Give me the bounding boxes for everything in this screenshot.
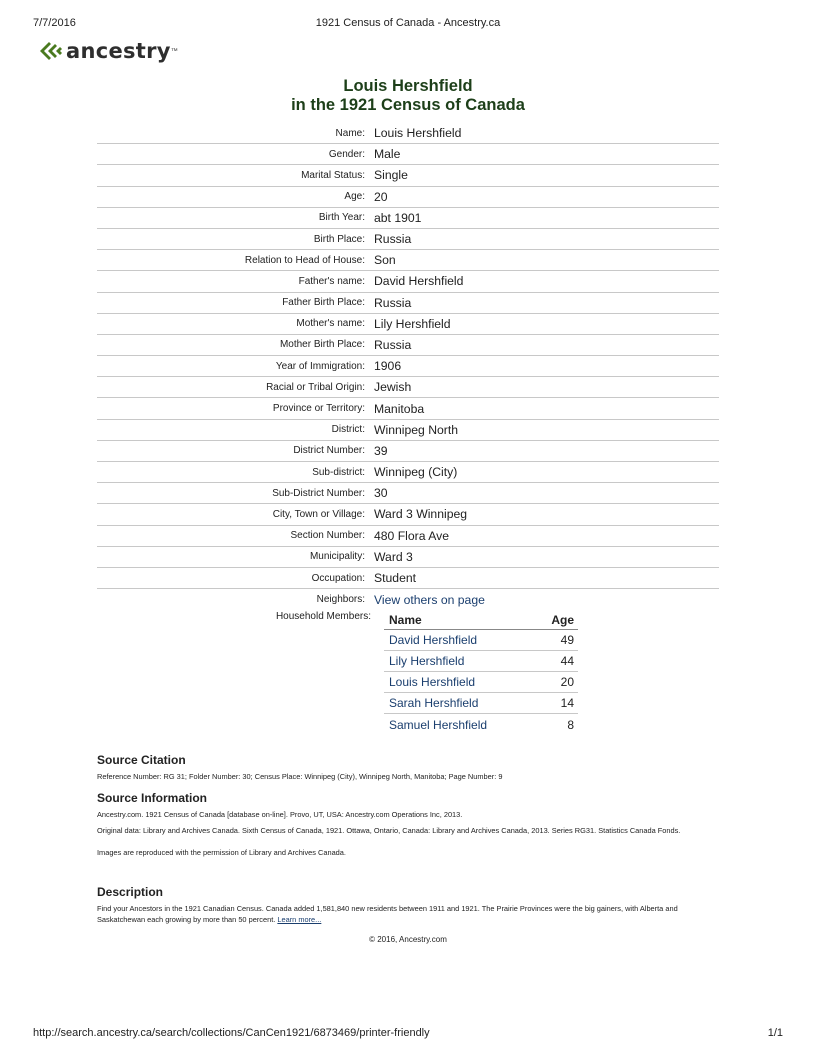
household-members-table [384,611,578,735]
record-label: Age: [344,191,365,203]
record-value: 20 [374,189,388,204]
source-citation-section [97,753,719,782]
household-member-age: 20 [560,675,574,689]
record-value: Winnipeg (City) [374,465,458,480]
view-neighbors-link[interactable]: View others on page [374,592,485,607]
record-label: Municipality: [309,551,365,563]
source-citation-heading: Source Citation [97,753,186,767]
print-date: 7/7/2016 [33,17,76,29]
record-value: 1906 [374,359,402,374]
record-label: Father Birth Place: [282,297,365,309]
logo-wordmark: ancestry [66,39,171,63]
household-member-age: 14 [560,696,574,710]
description-body: Find your Ancestors in the 1921 Canadian Census. Canada added 1,581,840 new residents between 1911 and 1921. The Prairie Provinces were the big gainers, with Alberta and Saskatchewan each growing by more than 50 percent. [97,904,678,924]
record-label: Racial or Tribal Origin: [266,381,365,393]
record-label: Year of Immigration: [275,360,365,372]
record-label: Gender: [328,148,365,160]
source-information-section [97,791,719,858]
record-row [97,123,719,144]
record-row [97,526,719,547]
household-col-age: Age [551,613,574,627]
copyright: © 2016, Ancestry.com [369,935,447,944]
ancestry-logo[interactable] [38,38,178,64]
record-value: Ward 3 Winnipeg [374,507,468,522]
household-member-link[interactable]: Sarah Hershfield [389,696,479,710]
description-text [97,903,719,925]
print-document-title: 1921 Census of Canada - Ancestry.ca [315,17,501,29]
record-value: Louis Hershfield [374,126,462,141]
record-label: Section Number: [290,530,365,542]
record-label: Name: [335,127,365,139]
print-page-number: 1/1 [767,1027,783,1039]
record-label: Mother Birth Place: [279,339,365,351]
record-label: District: [331,424,365,436]
household-member-age: 44 [560,654,574,668]
record-row [97,144,719,165]
record-label: Neighbors: [316,594,365,606]
record-row [97,377,719,398]
household-header-row [384,611,578,630]
record-label: Birth Year: [318,212,365,224]
record-row [97,568,719,589]
title-person-name: Louis Hershfield [343,77,473,95]
record-value: abt 1901 [374,210,422,225]
ancestry-leaf-icon [38,39,64,63]
record-label: Birth Place: [313,233,365,245]
record-row [97,504,719,525]
record-label: Relation to Head of House: [244,254,365,266]
record-value: Lily Hershfield [374,316,451,331]
description-heading: Description [97,885,164,899]
record-label: Marital Status: [301,169,365,181]
record-row [97,250,719,271]
record-value: Ward 3 [374,549,413,564]
record-row [97,314,719,335]
record-row [97,441,719,462]
record-row [97,483,719,504]
original-data-text: Original data: Library and Archives Canada. Sixth Census of Canada, 1921. Ottawa, Ontario, Canada: Library and Archives Canada, 2013. Series RG31. Statistics Canada Fonds. [97,826,681,835]
record-row [97,229,719,250]
record-value: 30 [374,486,388,501]
record-row [97,271,719,292]
household-member-link[interactable]: Samuel Hershfield [389,717,488,732]
print-header [33,17,783,31]
household-member-link[interactable]: Louis Hershfield [389,675,476,689]
household-member-age: 49 [560,633,574,647]
record-value: Jewish [374,380,412,395]
record-value: 480 Flora Ave [374,528,449,543]
source-information-text: Ancestry.com. 1921 Census of Canada [database on-line]. Provo, UT, USA: Ancestry.com Operations Inc, 2013. [97,810,463,819]
record-label: District Number: [293,445,365,457]
record-value: Manitoba [374,401,425,416]
record-row [97,462,719,483]
record-value: David Hershfield [374,274,464,289]
record-row [97,187,719,208]
source-information-heading: Source Information [97,791,208,805]
record-value: Russia [374,295,412,310]
record-row [97,547,719,568]
record-details-table [97,123,719,610]
print-footer [33,1027,783,1041]
record-label: Father's name: [298,275,365,287]
household-row [384,672,578,693]
record-value: Single [374,168,408,183]
record-value: Russia [374,337,412,352]
record-row [97,165,719,186]
household-members-label: Household Members: [275,611,371,622]
record-row [97,208,719,229]
record-row [97,335,719,356]
record-row [97,398,719,419]
household-col-name: Name [389,613,422,627]
record-value: 39 [374,443,388,458]
record-label: Occupation: [311,572,365,584]
record-row [97,356,719,377]
record-value: Male [374,147,401,162]
record-value: Russia [374,232,412,247]
source-citation-text: Reference Number: RG 31; Folder Number: 30; Census Place: Winnipeg (City), Winnipeg North, Manitoba; Page Number: 9 [97,772,503,781]
title-collection: in the 1921 Census of Canada [291,96,525,114]
page-title [0,77,816,115]
record-row [97,420,719,441]
household-row [384,630,578,651]
household-member-link[interactable]: David Hershfield [389,633,478,647]
print-url: http://search.ancestry.ca/search/collections/CanCen1921/6873469/printer-friendly [33,1027,430,1039]
record-label: Mother's name: [296,318,365,330]
record-row [97,293,719,314]
household-row [384,651,578,672]
household-row [384,693,578,714]
record-label: Sub-District Number: [272,487,365,499]
record-label: City, Town or Village: [272,508,365,520]
record-label: Province or Territory: [272,403,365,415]
household-member-age: 8 [567,717,574,732]
learn-more-link[interactable]: Learn more... [277,915,322,924]
permission-text: Images are reproduced with the permission of Library and Archives Canada. [97,848,346,857]
record-label: Sub-district: [312,466,365,478]
description-section [97,885,719,925]
record-value: Son [374,253,396,268]
record-row [97,589,719,610]
record-value: Student [374,571,417,586]
record-value: Winnipeg North [374,422,458,437]
logo-trademark: ™ [170,47,178,55]
household-member-link[interactable]: Lily Hershfield [389,654,465,668]
household-row [384,714,578,735]
